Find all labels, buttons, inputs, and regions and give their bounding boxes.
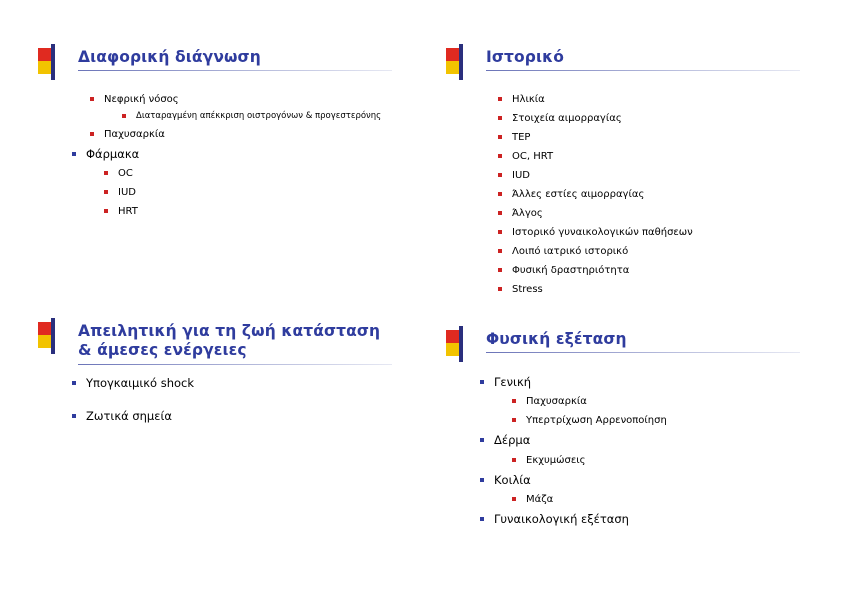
slide-4-title: Φυσική εξέταση xyxy=(486,330,627,348)
list-item xyxy=(512,413,800,428)
list-item-label: Γυναικολογική εξέταση xyxy=(494,511,629,526)
slide-2-title-rule xyxy=(486,70,800,71)
bullet-icon xyxy=(512,497,516,501)
bullet-icon xyxy=(480,438,484,442)
bullet-icon xyxy=(512,418,516,422)
bullet-icon xyxy=(72,414,76,418)
list-item xyxy=(498,244,800,259)
list-item-label: Υπογκαιμικό shock xyxy=(86,375,195,390)
list-item xyxy=(498,206,800,221)
bullet-icon xyxy=(498,116,502,120)
list-item xyxy=(512,453,800,468)
slide-2-body xyxy=(440,92,800,297)
bullet-icon xyxy=(512,399,516,403)
bullet-icon xyxy=(498,192,502,196)
logo-square-yellow xyxy=(446,343,459,356)
slide-3 xyxy=(32,322,392,441)
logo-square-yellow xyxy=(38,335,51,348)
bullet-icon xyxy=(90,132,94,136)
list-item-label: Παχυσαρκία xyxy=(104,128,165,140)
list-item xyxy=(72,408,392,425)
list-item-label: Στοιχεία αιμορραγίας xyxy=(512,113,622,124)
slide-2-list xyxy=(480,92,800,297)
bullet-icon xyxy=(104,190,108,194)
bullet-icon xyxy=(498,173,502,177)
list-item xyxy=(480,511,800,528)
list-item-label: Υπερτρίχωση Αρρενοποίηση xyxy=(526,415,667,427)
logo-square-red xyxy=(446,48,459,61)
slide-3-title-rule xyxy=(78,364,392,365)
slide-3-title: Απειλητική για τη ζωή κατάσταση & άμεσες ενέργειες xyxy=(78,322,381,360)
logo-square-yellow xyxy=(38,61,51,74)
list-item xyxy=(90,92,392,123)
list-item-label: Νεφρική νόσος xyxy=(104,94,179,105)
list-item-label: Ζωτικά σημεία xyxy=(86,409,172,423)
list-item xyxy=(104,204,392,219)
decorative-logo-icon xyxy=(38,322,64,350)
logo-bar-navy xyxy=(459,326,463,362)
decorative-logo-icon xyxy=(446,330,472,358)
list-item xyxy=(512,394,800,409)
list-item-label: TEP xyxy=(512,132,531,143)
slide-1-title: Διαφορική διάγνωση xyxy=(78,48,261,66)
list-item xyxy=(498,282,800,297)
list-item-label: Δέρμα xyxy=(494,433,531,448)
list-item xyxy=(498,187,800,202)
list-item-label: Μάζα xyxy=(526,493,554,505)
bullet-icon xyxy=(498,268,502,272)
sublist xyxy=(494,453,800,468)
slide-4-list xyxy=(480,374,800,528)
list-item xyxy=(122,110,392,123)
slide-1-list xyxy=(72,92,392,219)
slide-2 xyxy=(440,48,800,301)
slide-1-header xyxy=(32,48,392,82)
slide-2-title: Ιστορικό xyxy=(486,48,564,66)
list-item xyxy=(72,375,392,392)
decorative-logo-icon xyxy=(38,48,64,76)
list-item xyxy=(480,374,800,428)
list-item-label: OC xyxy=(118,168,133,179)
list-item xyxy=(512,492,800,507)
bullet-icon xyxy=(498,154,502,158)
list-item xyxy=(498,263,800,278)
sublist xyxy=(104,110,392,123)
logo-square-red xyxy=(38,48,51,61)
list-item xyxy=(498,149,800,164)
slide-3-body xyxy=(32,375,392,426)
bullet-icon xyxy=(122,114,126,118)
slide-2-header xyxy=(440,48,800,82)
sublist xyxy=(494,394,800,428)
slide-4-header xyxy=(440,330,800,364)
logo-bar-navy xyxy=(51,318,55,354)
list-item-label: Κοιλία xyxy=(494,472,531,487)
logo-square-red xyxy=(38,322,51,335)
slide-1-title-rule xyxy=(78,70,392,71)
list-item xyxy=(498,111,800,126)
sublist xyxy=(494,492,800,507)
list-item-label: Εκχυμώσεις xyxy=(526,454,586,466)
logo-square-red xyxy=(446,330,459,343)
list-item xyxy=(480,432,800,467)
list-item xyxy=(498,168,800,183)
list-item xyxy=(90,127,392,142)
list-item-label: Stress xyxy=(512,284,543,295)
list-item-label: Παχυσαρκία xyxy=(526,396,587,408)
list-item xyxy=(498,225,800,240)
bullet-icon xyxy=(498,249,502,253)
slide-1 xyxy=(32,48,392,223)
bullet-icon xyxy=(480,478,484,482)
slide-4-title-rule xyxy=(486,352,800,353)
list-item xyxy=(72,146,392,219)
slide-4-body xyxy=(440,374,800,528)
list-item-label: Γενική xyxy=(494,375,532,389)
bullet-icon xyxy=(480,517,484,521)
bullet-icon xyxy=(498,135,502,139)
sublist xyxy=(86,166,392,219)
list-item-label: Φυσική δραστηριότητα xyxy=(512,265,630,276)
bullet-icon xyxy=(104,171,108,175)
decorative-logo-icon xyxy=(446,48,472,76)
list-item xyxy=(498,130,800,145)
list-item xyxy=(104,185,392,200)
slide-1-body xyxy=(32,92,392,219)
bullet-icon xyxy=(104,209,108,213)
logo-square-yellow xyxy=(446,61,459,74)
slide-3-list xyxy=(72,375,392,426)
bullet-icon xyxy=(498,211,502,215)
bullet-icon xyxy=(498,230,502,234)
bullet-icon xyxy=(498,287,502,291)
slide-4 xyxy=(440,330,800,532)
list-item-label: HRT xyxy=(118,206,138,217)
list-item-label: Άλγος xyxy=(512,208,543,219)
list-item-label: Διαταραγμένη απέκκριση οιστρογόνων & προγεστερόνης xyxy=(136,111,382,121)
list-item-label: OC, HRT xyxy=(512,151,554,162)
list-item xyxy=(498,92,800,107)
list-item-label: Λοιπό ιατρικό ιστορικό xyxy=(512,246,629,257)
list-item-label: IUD xyxy=(512,170,530,181)
slide-3-header xyxy=(32,322,392,365)
logo-bar-navy xyxy=(459,44,463,80)
list-item-label: Άλλες εστίες αιμορραγίας xyxy=(512,189,645,200)
list-item-label: Φάρμακα xyxy=(86,146,140,161)
list-item-label: Ηλικία xyxy=(512,94,545,105)
bullet-icon xyxy=(72,381,76,385)
list-item xyxy=(104,166,392,181)
bullet-icon xyxy=(480,380,484,384)
list-item-label: Ιστορικό γυναικολογικών παθήσεων xyxy=(512,227,693,238)
list-item-label: IUD xyxy=(118,187,136,198)
bullet-icon xyxy=(90,97,94,101)
bullet-icon xyxy=(498,97,502,101)
bullet-icon xyxy=(512,458,516,462)
list-item xyxy=(480,472,800,507)
logo-bar-navy xyxy=(51,44,55,80)
bullet-icon xyxy=(72,152,76,156)
